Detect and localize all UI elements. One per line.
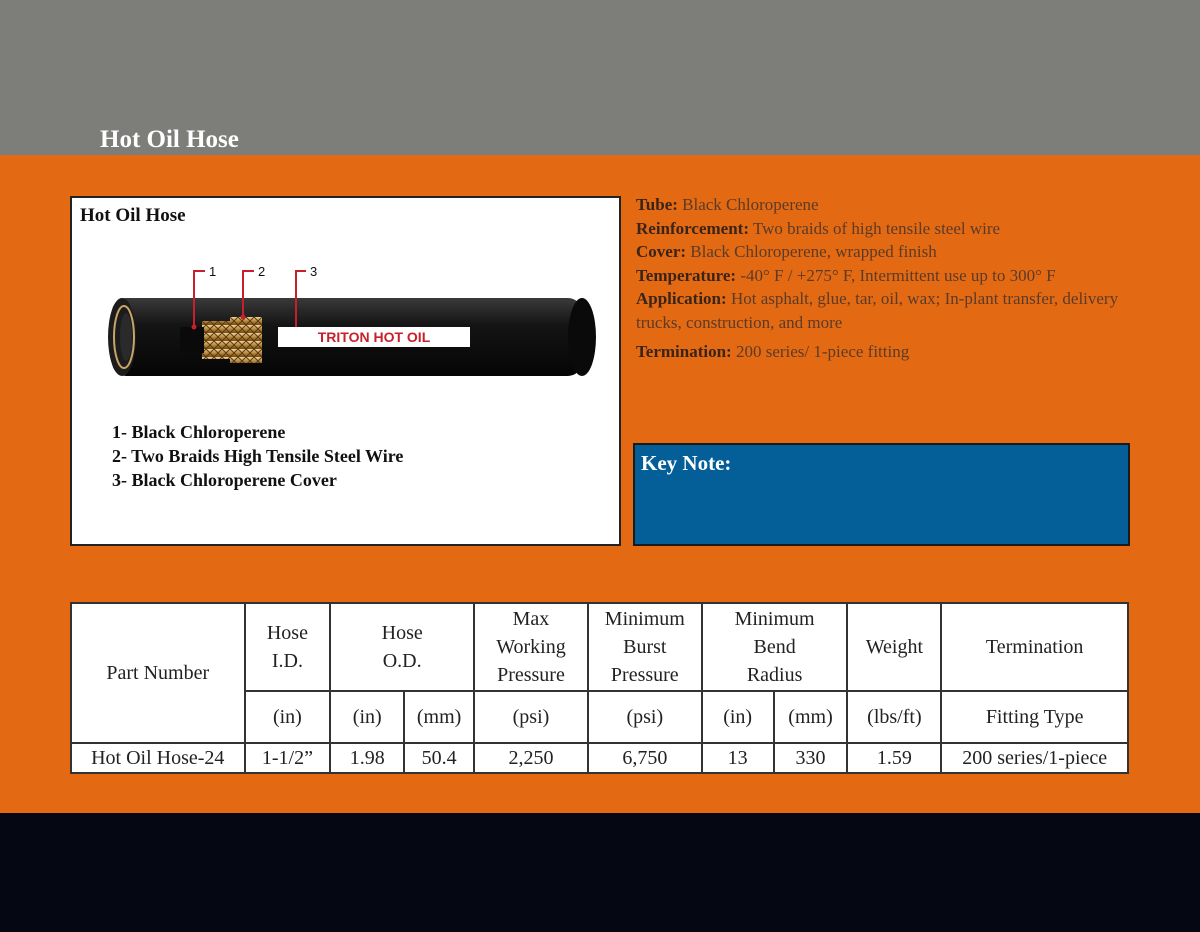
- unit-cell: (lbs/ft): [847, 691, 941, 743]
- callout-3: 3: [310, 264, 318, 279]
- page-title: Hot Oil Hose: [100, 126, 239, 153]
- table-cell: 6,750: [588, 743, 702, 773]
- spec-reinforcement: Reinforcement: Two braids of high tensile steel wire: [636, 218, 1001, 238]
- table-cell: 13: [702, 743, 774, 773]
- table-cell: 330: [774, 743, 848, 773]
- table-cell: Hot Oil Hose-24: [71, 743, 245, 773]
- unit-cell: (psi): [474, 691, 588, 743]
- header-max-pressure: Max Working Pressure: [474, 603, 588, 691]
- table-header-row: [71, 603, 1128, 691]
- unit-cell: (mm): [774, 691, 848, 743]
- unit-cell: (mm): [404, 691, 474, 743]
- legend-item: 1- Black Chloroperene: [112, 422, 286, 442]
- header-weight: Weight: [847, 603, 941, 691]
- spec-application: Application: Hot asphalt, glue, tar, oil, wax; In-plant transfer, delivery trucks, construction, and more: [636, 289, 1119, 332]
- inner-tube-shape: [180, 327, 204, 353]
- header-hose-id: Hose I.D.: [245, 603, 331, 691]
- header-termination: Termination: [941, 603, 1128, 691]
- footer-band: [0, 813, 1200, 932]
- header-bend-radius: Minimum Bend Radius: [702, 603, 848, 691]
- unit-cell: Fitting Type: [941, 691, 1128, 743]
- component-legend: [112, 420, 403, 492]
- hose-illustration: [102, 253, 602, 393]
- hose-diagram-panel: [70, 196, 621, 546]
- unit-cell: (in): [245, 691, 331, 743]
- key-note-title: Key Note:: [641, 451, 732, 475]
- spec-termination: Termination: 200 series/ 1-piece fitting: [636, 342, 910, 361]
- key-note-box: [633, 443, 1130, 546]
- table-cell: 2,250: [474, 743, 588, 773]
- table-cell: 1-1/2”: [245, 743, 331, 773]
- diagram-title: Hot Oil Hose: [80, 205, 186, 226]
- unit-cell: (in): [702, 691, 774, 743]
- header-burst-pressure: Minimum Burst Pressure: [588, 603, 702, 691]
- legend-item: 3- Black Chloroperene Cover: [112, 470, 337, 490]
- unit-cell: (psi): [588, 691, 702, 743]
- unit-cell: (in): [330, 691, 404, 743]
- table-cell: 1.59: [847, 743, 941, 773]
- table-cell: 50.4: [404, 743, 474, 773]
- table-row: [71, 743, 1128, 773]
- legend-item: 2- Two Braids High Tensile Steel Wire: [112, 446, 404, 466]
- spec-cover: Cover: Black Chloroperene, wrapped finish: [636, 242, 937, 261]
- table-cell: 200 series/1-piece: [941, 743, 1128, 773]
- hose-brand-text: TRITON HOT OIL: [317, 329, 431, 345]
- header-hose-od: Hose O.D.: [330, 603, 474, 691]
- header-part-number: Part Number: [71, 603, 245, 743]
- spec-tube: Tube: Black Chloroperene: [636, 195, 819, 214]
- callout-2: 2: [258, 264, 266, 279]
- spec-list: [636, 193, 1136, 364]
- table-cell: 1.98: [330, 743, 404, 773]
- callout-1: 1: [209, 264, 217, 279]
- hose-spec-table: [70, 602, 1129, 774]
- spec-temperature: Temperature: -40° F / +275° F, Intermittent use up to 300° F: [636, 265, 1056, 285]
